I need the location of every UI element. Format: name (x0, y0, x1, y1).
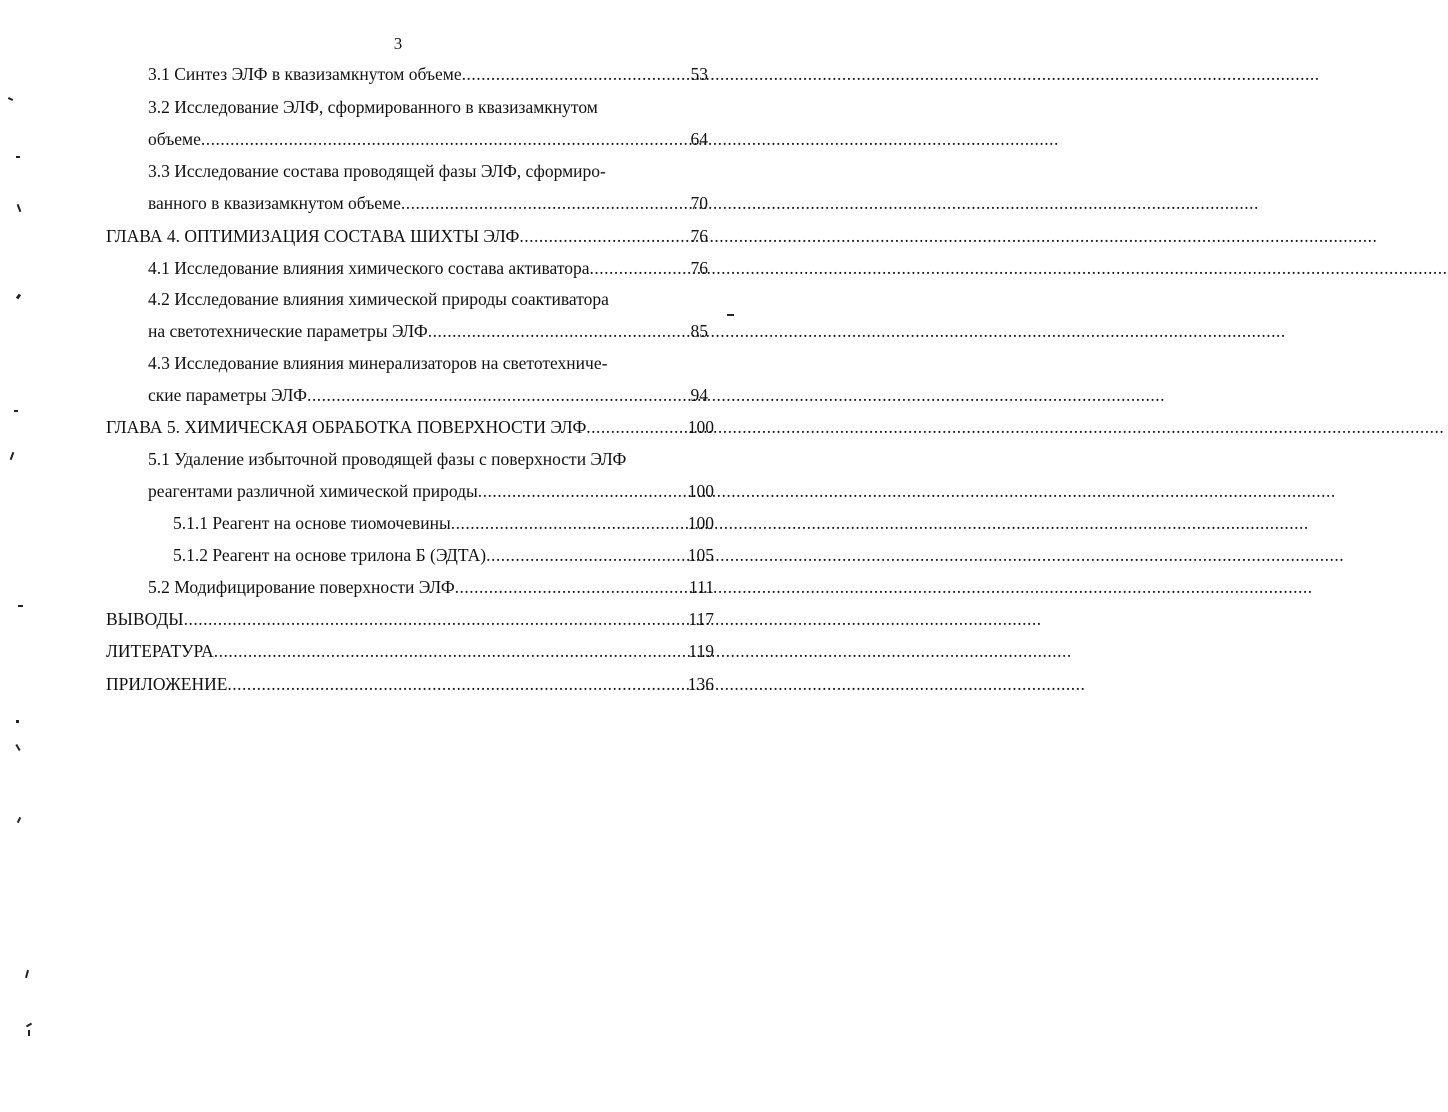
toc-entry-title: ЛИТЕРАТУРА (106, 641, 214, 661)
toc-entry-page: 105 (687, 545, 714, 565)
toc-entry-page: 117 (688, 609, 714, 629)
scan-artifact (18, 605, 23, 607)
toc-entry-3-3-cont (148, 192, 666, 214)
toc-entry-5-1-2 (173, 544, 666, 566)
toc-entry-page: 70 (690, 193, 708, 213)
toc-entry-4-1 (148, 257, 666, 279)
toc-entry-title: 3.3 Исследование состава проводящей фазы ЭЛФ, сформиро- (148, 161, 606, 181)
toc-entry-title-cont: реагентами различной химической природы (148, 481, 478, 501)
toc-entry-title-cont: на светотехнические параметры ЭЛФ (148, 321, 428, 341)
toc-entry-title-cont: ские параметры ЭЛФ (148, 385, 307, 405)
toc-entry-5-1-1 (173, 512, 666, 534)
toc-entry-chapter-4 (106, 225, 666, 247)
toc-entry-title: 5.2 Модифицирование поверхности ЭЛФ (148, 577, 455, 597)
toc-entry-title: 4.3 Исследование влияния минерализаторов на светотехниче- (148, 353, 608, 373)
toc-entry-appendix (106, 673, 666, 695)
toc-entry-title: 5.1.2 Реагент на основе трилона Б (ЭДТА) (173, 545, 487, 565)
toc-entry-3-2-cont (148, 128, 666, 150)
toc-entry-title: 4.1 Исследование влияния химического состава активатора (148, 258, 590, 278)
toc-entry-title: 5.1.1 Реагент на основе тиомочевины (173, 513, 451, 533)
page-number: 3 (393, 34, 403, 53)
leader-dots (307, 384, 666, 406)
toc-entry-5-1 (148, 448, 676, 470)
toc-entry-page: 85 (690, 321, 708, 341)
toc-entry-title: ГЛАВА 4. ОПТИМИЗАЦИЯ СОСТАВА ШИХТЫ ЭЛФ (106, 226, 520, 246)
toc-entry-5-1-cont (148, 480, 666, 502)
toc-entry-title: ПРИЛОЖЕНИЕ (106, 674, 228, 694)
leader-dots (462, 63, 666, 85)
toc-entry-4-2-cont (148, 320, 666, 342)
toc-entry-page: 53 (690, 64, 708, 84)
leader-dots (201, 128, 666, 150)
toc-entry-title: ВЫВОДЫ (106, 609, 184, 629)
toc-entry-title-cont: ванного в квазизамкнутом объеме (148, 193, 401, 213)
toc-entry-page: 100 (687, 513, 714, 533)
leader-dots (586, 416, 666, 438)
toc-entry-title-cont: объеме (148, 129, 201, 149)
leader-dots (455, 576, 666, 598)
toc-entry-3-1 (148, 63, 666, 85)
toc-entry-title: 5.1 Удаление избыточной проводящей фазы с поверхности ЭЛФ (148, 449, 627, 469)
toc-entry-page: 119 (688, 641, 714, 661)
toc-entry-4-2 (148, 288, 668, 310)
toc-entry-page: 94 (690, 385, 708, 405)
toc-entry-page: 100 (687, 417, 714, 437)
leader-dots (451, 512, 666, 534)
toc-entry-title: 3.2 Исследование ЭЛФ, сформированного в квазизамкнутом (148, 97, 598, 117)
toc-entry-4-3 (148, 352, 668, 374)
toc-entry-title: 4.2 Исследование влияния химической природы соактиватора (148, 289, 609, 309)
leader-dots (478, 480, 666, 502)
leader-dots (519, 225, 666, 247)
toc-entry-page: 136 (687, 674, 714, 694)
scan-artifact (28, 1030, 30, 1036)
toc-entry-chapter-5 (106, 416, 666, 438)
scan-artifact (727, 314, 734, 316)
toc-entry-page: 64 (690, 129, 708, 149)
toc-entry-references (106, 640, 666, 662)
toc-entry-page: 76 (690, 258, 708, 278)
toc-entry-4-3-cont (148, 384, 666, 406)
leader-dots (227, 673, 666, 695)
leader-dots (428, 320, 666, 342)
toc-entry-3-3 (148, 160, 668, 182)
toc-entry-3-2 (148, 96, 668, 118)
toc-entry-5-2 (148, 576, 666, 598)
scan-artifact (14, 410, 18, 412)
leader-dots (184, 608, 666, 630)
leader-dots (214, 640, 666, 662)
leader-dots (401, 192, 666, 214)
toc-entry-title: 3.1 Синтез ЭЛФ в квазизамкнутом объеме (148, 64, 462, 84)
toc-entry-page: 111 (689, 577, 714, 597)
scan-artifact (16, 156, 20, 158)
toc-entry-page: 100 (687, 481, 714, 501)
toc-entry-title: ГЛАВА 5. ХИМИЧЕСКАЯ ОБРАБОТКА ПОВЕРХНОСТИ ЭЛФ (106, 417, 587, 437)
toc-entry-page: 76 (690, 226, 708, 246)
leader-dots (486, 544, 666, 566)
leader-dots (590, 257, 666, 279)
scan-artifact (16, 720, 19, 723)
toc-entry-conclusions (106, 608, 666, 630)
